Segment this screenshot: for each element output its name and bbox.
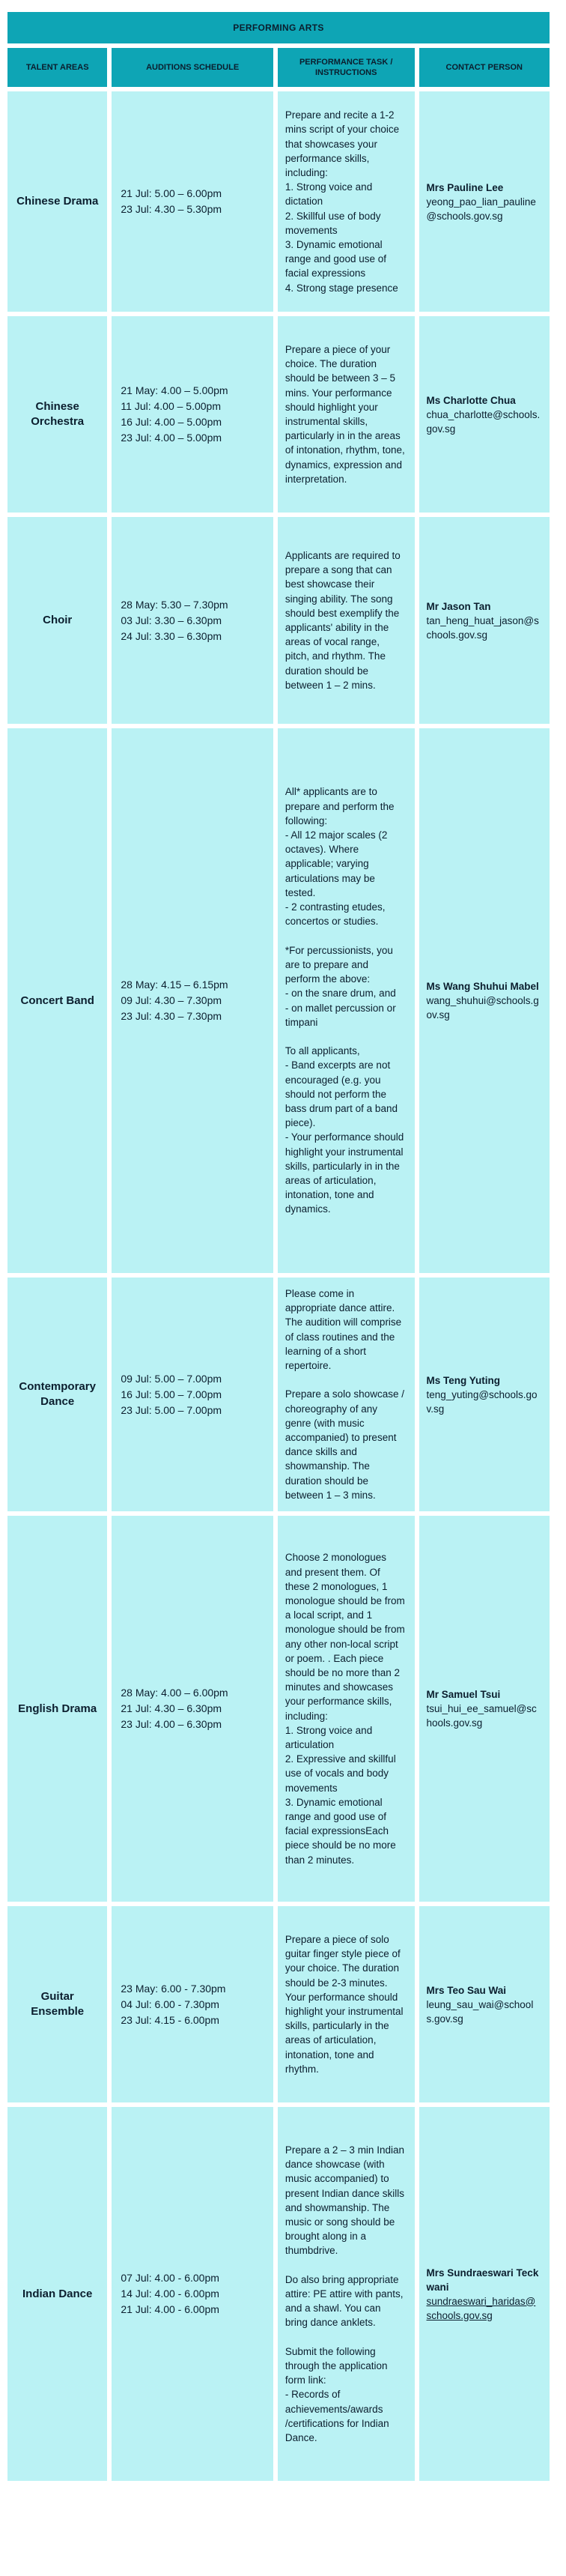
contact-name: Ms Teng Yuting [426, 1374, 501, 1386]
table-row [7, 316, 550, 513]
contact-name: Mr Samuel Tsui [426, 1689, 501, 1701]
performance-task: Prepare and recite a 1-2 mins script of your choice that showcases your performance skills, including: 1. Strong voice and dictation 2. Skillful use of body movements 3. Dynamic emotional range and good use of facial expressions 4. Strong stage presence [278, 91, 415, 312]
contact-name: Ms Wang Shuhui Mabel [426, 981, 539, 992]
audition-schedule: 28 May: 5.30 – 7.30pm 03 Jul: 3.30 – 6.30pm 24 Jul: 3.30 – 6.30pm [112, 517, 273, 724]
talent-area: Chinese Drama [7, 91, 107, 312]
contact-person [419, 517, 550, 724]
contact-email[interactable]: teng_yuting@schools.gov.sg [426, 1388, 538, 1415]
table-row [7, 91, 550, 312]
audition-schedule: 09 Jul: 5.00 – 7.00pm 16 Jul: 5.00 – 7.00pm 23 Jul: 5.00 – 7.00pm [112, 1278, 273, 1511]
performance-task: Please come in appropriate dance attire. The audition will comprise of class routines and the learning of a short repertoire. Prepare a solo showcase / choreography of any genre (with music accompanied) to present dance skills and showmanship. The duration should be between 1 – 3 mins. [278, 1278, 415, 1511]
header-performance-task: PERFORMANCE TASK / INSTRUCTIONS [278, 48, 415, 87]
talent-area: Guitar Ensemble [7, 1906, 107, 2102]
performance-task: Prepare a piece of solo guitar finger style piece of your choice. The duration should be 2-3 minutes. Your performance should highlight your instrumental skills, particularly in the areas of articulation, intonation, tone and rhythm. [278, 1906, 415, 2102]
contact-person [419, 316, 550, 513]
performance-task: Prepare a 2 – 3 min Indian dance showcase (with music accompanied) to present Indian dance skills and showmanship. The music or song should be brought along in a thumbdrive. Do also bring appropriate attire: PE attire with pants, and a shawl. You can bring dance anklets. Submit the following through the application form link: - Records of achievements/awards /certifications for Indian Dance. [278, 2107, 415, 2481]
talent-area: Concert Band [7, 728, 107, 1273]
contact-person [419, 1278, 550, 1511]
contact-name: Mrs Teo Sau Wai [426, 1984, 507, 1996]
audition-schedule: 07 Jul: 4.00 - 6.00pm 14 Jul: 4.00 - 6.00pm 21 Jul: 4.00 - 6.00pm [112, 2107, 273, 2481]
header-auditions-schedule: AUDITIONS SCHEDULE [112, 48, 273, 87]
table-row [7, 2107, 550, 2481]
contact-email[interactable]: chua_charlotte@schools.gov.sg [426, 408, 541, 435]
performing-arts-table [3, 7, 554, 2485]
audition-schedule: 28 May: 4.00 – 6.00pm 21 Jul: 4.30 – 6.30pm 23 Jul: 4.00 – 6.30pm [112, 1516, 273, 1902]
performance-task: Applicants are required to prepare a song that can best showcase their singing ability. The song should best exemplify the applicants' ability in the areas of vocal range, pitch, and rhythm. The duration should be between 1 – 2 mins. [278, 517, 415, 724]
contact-email[interactable]: tan_heng_huat_jason@schools.gov.sg [426, 614, 539, 641]
contact-name: Mrs Pauline Lee [426, 181, 504, 193]
contact-email[interactable]: tsui_hui_ee_samuel@schools.gov.sg [426, 1703, 537, 1729]
talent-area: Indian Dance [7, 2107, 107, 2481]
contact-person [419, 91, 550, 312]
table-row [7, 728, 550, 1273]
audition-schedule: 21 Jul: 5.00 – 6.00pm 23 Jul: 4.30 – 5.30pm [112, 91, 273, 312]
contact-email[interactable]: wang_shuhui@schools.gov.sg [426, 995, 539, 1021]
talent-area: English Drama [7, 1516, 107, 1902]
table-title: PERFORMING ARTS [7, 12, 550, 43]
table-row [7, 517, 550, 724]
table-row [7, 1516, 550, 1902]
contact-email[interactable]: yeong_pao_lian_pauline@schools.gov.sg [426, 196, 536, 222]
contact-person [419, 1906, 550, 2102]
contact-name: Mrs Sundraeswari Teckwani [426, 2267, 539, 2293]
performance-task: Choose 2 monologues and present them. Of these 2 monologues, 1 monologue should be from a local script, and 1 monologue should be from any other non-local script or poem. . Each piece should be no more than 2 minutes and showcases your performance skills, including: 1. Strong voice and articulation 2. Expressive and skillful use of vocals and body movements 3. Dynamic emotional range and good use of facial expressionsEach piece should be no more than 2 minutes. [278, 1516, 415, 1902]
table-row [7, 1278, 550, 1511]
table-row [7, 1906, 550, 2102]
performance-task: Prepare a piece of your choice. The duration should be between 3 – 5 mins. Your performance should highlight your instrumental skills, particularly in in the areas of intonation, rhythm, tone, dynamics, expression and interpretation. [278, 316, 415, 513]
audition-schedule: 28 May: 4.15 – 6.15pm 09 Jul: 4.30 – 7.30pm 23 Jul: 4.30 – 7.30pm [112, 728, 273, 1273]
talent-area: Chinese Orchestra [7, 316, 107, 513]
performance-task: All* applicants are to prepare and perform the following: - All 12 major scales (2 octaves). Where applicable; varying articulations may be tested. - 2 contrasting etudes, concertos or studies. *For percussionists, you are to prepare and perform the above: - on the snare drum, and - on mallet percussion or timpani To all applicants, - Band excerpts are not encouraged (e.g. you should not perform the bass drum part of a band piece). - Your performance should highlight your instrumental skills, particularly in in the areas of articulation, intonation, tone and dynamics. [278, 728, 415, 1273]
contact-person [419, 2107, 550, 2481]
contact-name: Ms Charlotte Chua [426, 394, 516, 406]
performing-arts-table-container [7, 12, 559, 2485]
contact-person [419, 1516, 550, 1902]
talent-area: Choir [7, 517, 107, 724]
contact-email[interactable]: leung_sau_wai@schools.gov.sg [426, 1998, 534, 2025]
audition-schedule: 21 May: 4.00 – 5.00pm 11 Jul: 4.00 – 5.00pm 16 Jul: 4.00 – 5.00pm 23 Jul: 4.00 – 5.00pm [112, 316, 273, 513]
audition-schedule: 23 May: 6.00 - 7.30pm 04 Jul: 6.00 - 7.30pm 23 Jul: 4.15 - 6.00pm [112, 1906, 273, 2102]
contact-email[interactable]: sundraeswari_haridas@schools.gov.sg [426, 2295, 536, 2321]
contact-person [419, 728, 550, 1273]
talent-area: Contemporary Dance [7, 1278, 107, 1511]
header-contact-person: CONTACT PERSON [419, 48, 550, 87]
header-talent-areas: TALENT AREAS [7, 48, 107, 87]
contact-name: Mr Jason Tan [426, 600, 491, 612]
